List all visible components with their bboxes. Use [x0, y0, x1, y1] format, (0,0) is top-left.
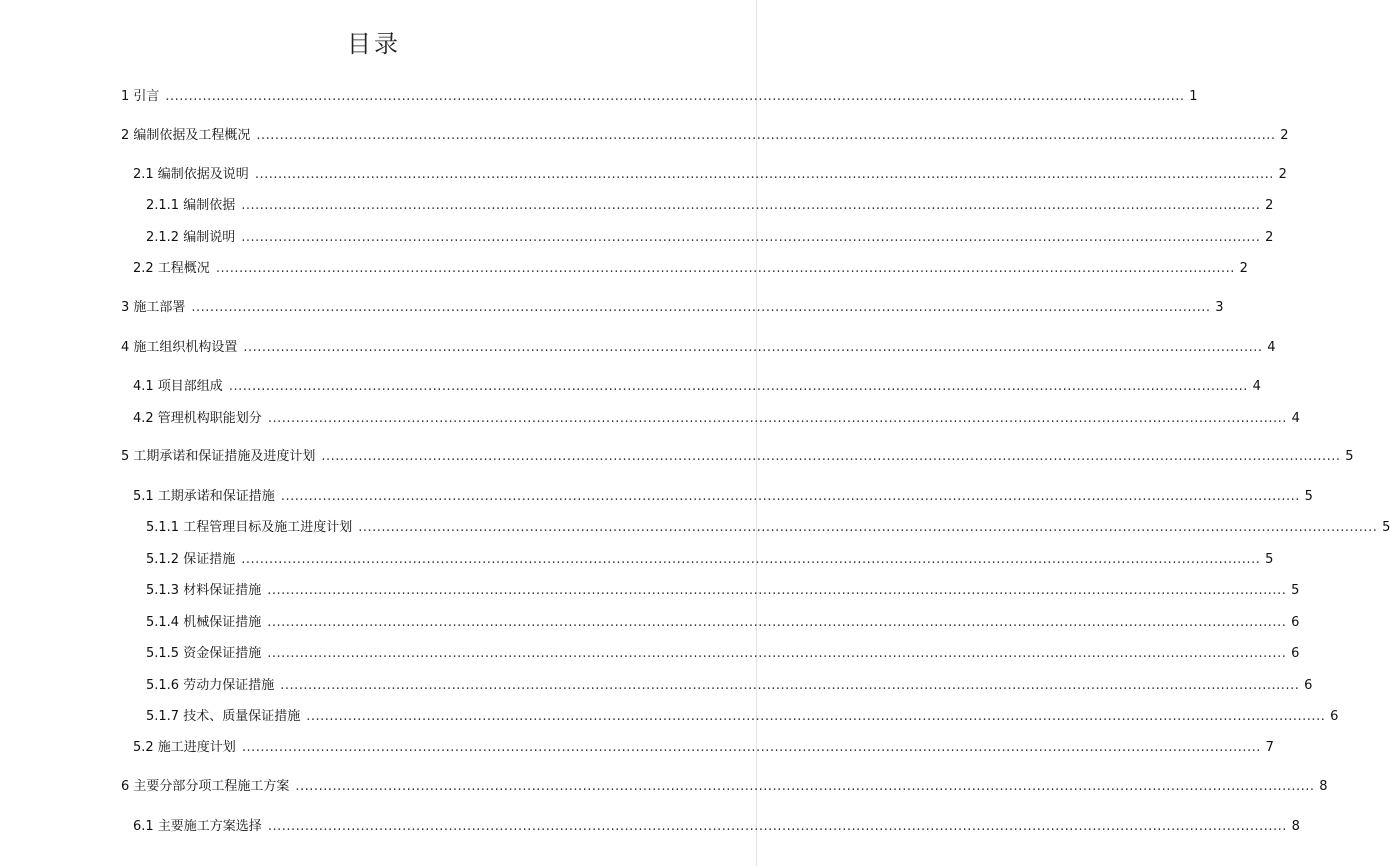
toc-entry-label: 6 主要分部分项工程施工方案	[121, 779, 290, 794]
toc-page-number: 3	[1215, 300, 1224, 315]
toc-entry[interactable]	[133, 818, 1300, 836]
toc-page-number: 1	[1189, 89, 1198, 104]
toc-dot-leader: ............................................................................................................................................................................................................................	[267, 411, 1287, 426]
toc-page-number: 5	[1291, 583, 1300, 598]
toc-page-number: 2	[1265, 230, 1274, 245]
toc-entry[interactable]	[146, 519, 1390, 537]
toc-entry[interactable]	[133, 410, 1300, 428]
toc-entry-label: 2.2 工程概况	[133, 261, 210, 276]
toc-dot-leader: ............................................................................................................................................................................................................................	[256, 128, 1276, 143]
toc-dot-leader: ............................................................................................................................................................................................................................	[295, 779, 1315, 794]
toc-page-number: 5	[1304, 489, 1313, 504]
toc-dot-leader: ............................................................................................................................................................................................................................	[165, 89, 1185, 104]
toc-dot-leader: ............................................................................................................................................................................................................................	[191, 300, 1211, 315]
toc-entry[interactable]	[146, 551, 1274, 569]
toc-dot-leader: ............................................................................................................................................................................................................................	[267, 819, 1287, 834]
toc-page-number: 4	[1291, 411, 1300, 426]
toc-entry[interactable]	[133, 739, 1274, 757]
toc-dot-leader: ............................................................................................................................................................................................................................	[215, 261, 1235, 276]
toc-entry-label: 2.1 编制依据及说明	[133, 167, 249, 182]
toc-dot-leader: ............................................................................................................................................................................................................................	[267, 646, 1287, 661]
toc-entry[interactable]	[133, 166, 1287, 184]
toc-entry-label: 2 编制依据及工程概况	[121, 128, 251, 143]
toc-entry-label: 4 施工组织机构设置	[121, 340, 238, 355]
toc-entry[interactable]	[133, 260, 1248, 278]
toc-page-number: 2	[1265, 198, 1274, 213]
toc-entry-label: 4.2 管理机构职能划分	[133, 411, 262, 426]
toc-dot-leader: ............................................................................................................................................................................................................................	[267, 583, 1287, 598]
toc-dot-leader: ............................................................................................................................................................................................................................	[321, 449, 1341, 464]
toc-entry[interactable]	[146, 582, 1300, 600]
toc-entry-label: 5.1.6 劳动力保证措施	[146, 678, 275, 693]
toc-dot-leader: ............................................................................................................................................................................................................................	[306, 709, 1326, 724]
toc-entry-label: 5.1.2 保证措施	[146, 552, 236, 567]
toc-entry[interactable]	[146, 645, 1300, 663]
toc-entry-label: 5.1.5 资金保证措施	[146, 646, 262, 661]
toc-entry[interactable]	[133, 488, 1313, 506]
toc-page-number: 2	[1278, 167, 1287, 182]
toc-page-number: 6	[1330, 709, 1339, 724]
toc-entry[interactable]	[121, 88, 1198, 106]
toc-entry[interactable]	[133, 378, 1261, 396]
toc-entry[interactable]	[146, 229, 1274, 247]
toc-entry-label: 2.1.2 编制说明	[146, 230, 236, 245]
toc-dot-leader: ............................................................................................................................................................................................................................	[280, 678, 1300, 693]
toc-page-number: 4	[1252, 379, 1261, 394]
toc-entry-label: 1 引言	[121, 89, 160, 104]
toc-entry-label: 2.1.1 编制依据	[146, 198, 236, 213]
toc-page-number: 8	[1319, 779, 1328, 794]
toc-entry-label: 5.1.1 工程管理目标及施工进度计划	[146, 520, 353, 535]
toc-page-number: 2	[1239, 261, 1248, 276]
toc-page-number: 6	[1304, 678, 1313, 693]
toc-dot-leader: ............................................................................................................................................................................................................................	[267, 615, 1287, 630]
toc-dot-leader: ............................................................................................................................................................................................................................	[280, 489, 1300, 504]
toc-entry-label: 5.1.4 机械保证措施	[146, 615, 262, 630]
toc-page-number: 5	[1345, 449, 1354, 464]
toc-entry[interactable]	[121, 299, 1224, 317]
toc-dot-leader: ............................................................................................................................................................................................................................	[241, 230, 1261, 245]
toc-entry-label: 5.1.7 技术、质量保证措施	[146, 709, 301, 724]
toc-page-number: 8	[1291, 819, 1300, 834]
toc-entry[interactable]	[146, 677, 1313, 695]
toc-page-number: 7	[1265, 740, 1274, 755]
toc-page-number: 6	[1291, 646, 1300, 661]
toc-entry-label: 6.1 主要施工方案选择	[133, 819, 262, 834]
toc-entry-label: 3 施工部署	[121, 300, 186, 315]
toc-page-number: 6	[1291, 615, 1300, 630]
toc-entry[interactable]	[121, 339, 1276, 357]
toc-entry[interactable]	[121, 127, 1289, 145]
toc-dot-leader: ............................................................................................................................................................................................................................	[241, 198, 1261, 213]
toc-entry-label: 4.1 项目部组成	[133, 379, 223, 394]
toc-page-number: 5	[1382, 520, 1390, 535]
toc-page-number: 4	[1267, 340, 1276, 355]
toc-dot-leader: ............................................................................................................................................................................................................................	[228, 379, 1248, 394]
toc-entry-label: 5.2 施工进度计划	[133, 740, 236, 755]
toc-entry[interactable]	[121, 448, 1354, 466]
toc-entry[interactable]	[121, 778, 1328, 796]
toc-entry[interactable]	[146, 614, 1300, 632]
toc-page-number: 5	[1265, 552, 1274, 567]
toc-entry[interactable]	[146, 197, 1274, 215]
toc-dot-leader: ............................................................................................................................................................................................................................	[243, 340, 1263, 355]
toc-entry-label: 5.1.3 材料保证措施	[146, 583, 262, 598]
toc-entry-label: 5 工期承诺和保证措施及进度计划	[121, 449, 316, 464]
toc-dot-leader: ............................................................................................................................................................................................................................	[241, 740, 1261, 755]
toc-dot-leader: ............................................................................................................................................................................................................................	[254, 167, 1274, 182]
toc-page-number: 2	[1280, 128, 1289, 143]
toc-dot-leader: ............................................................................................................................................................................................................................	[241, 552, 1261, 567]
toc-entry[interactable]	[146, 708, 1339, 726]
page-title: 目录	[347, 30, 401, 58]
toc-dot-leader: ............................................................................................................................................................................................................................	[358, 520, 1378, 535]
toc-entry-label: 5.1 工期承诺和保证措施	[133, 489, 275, 504]
